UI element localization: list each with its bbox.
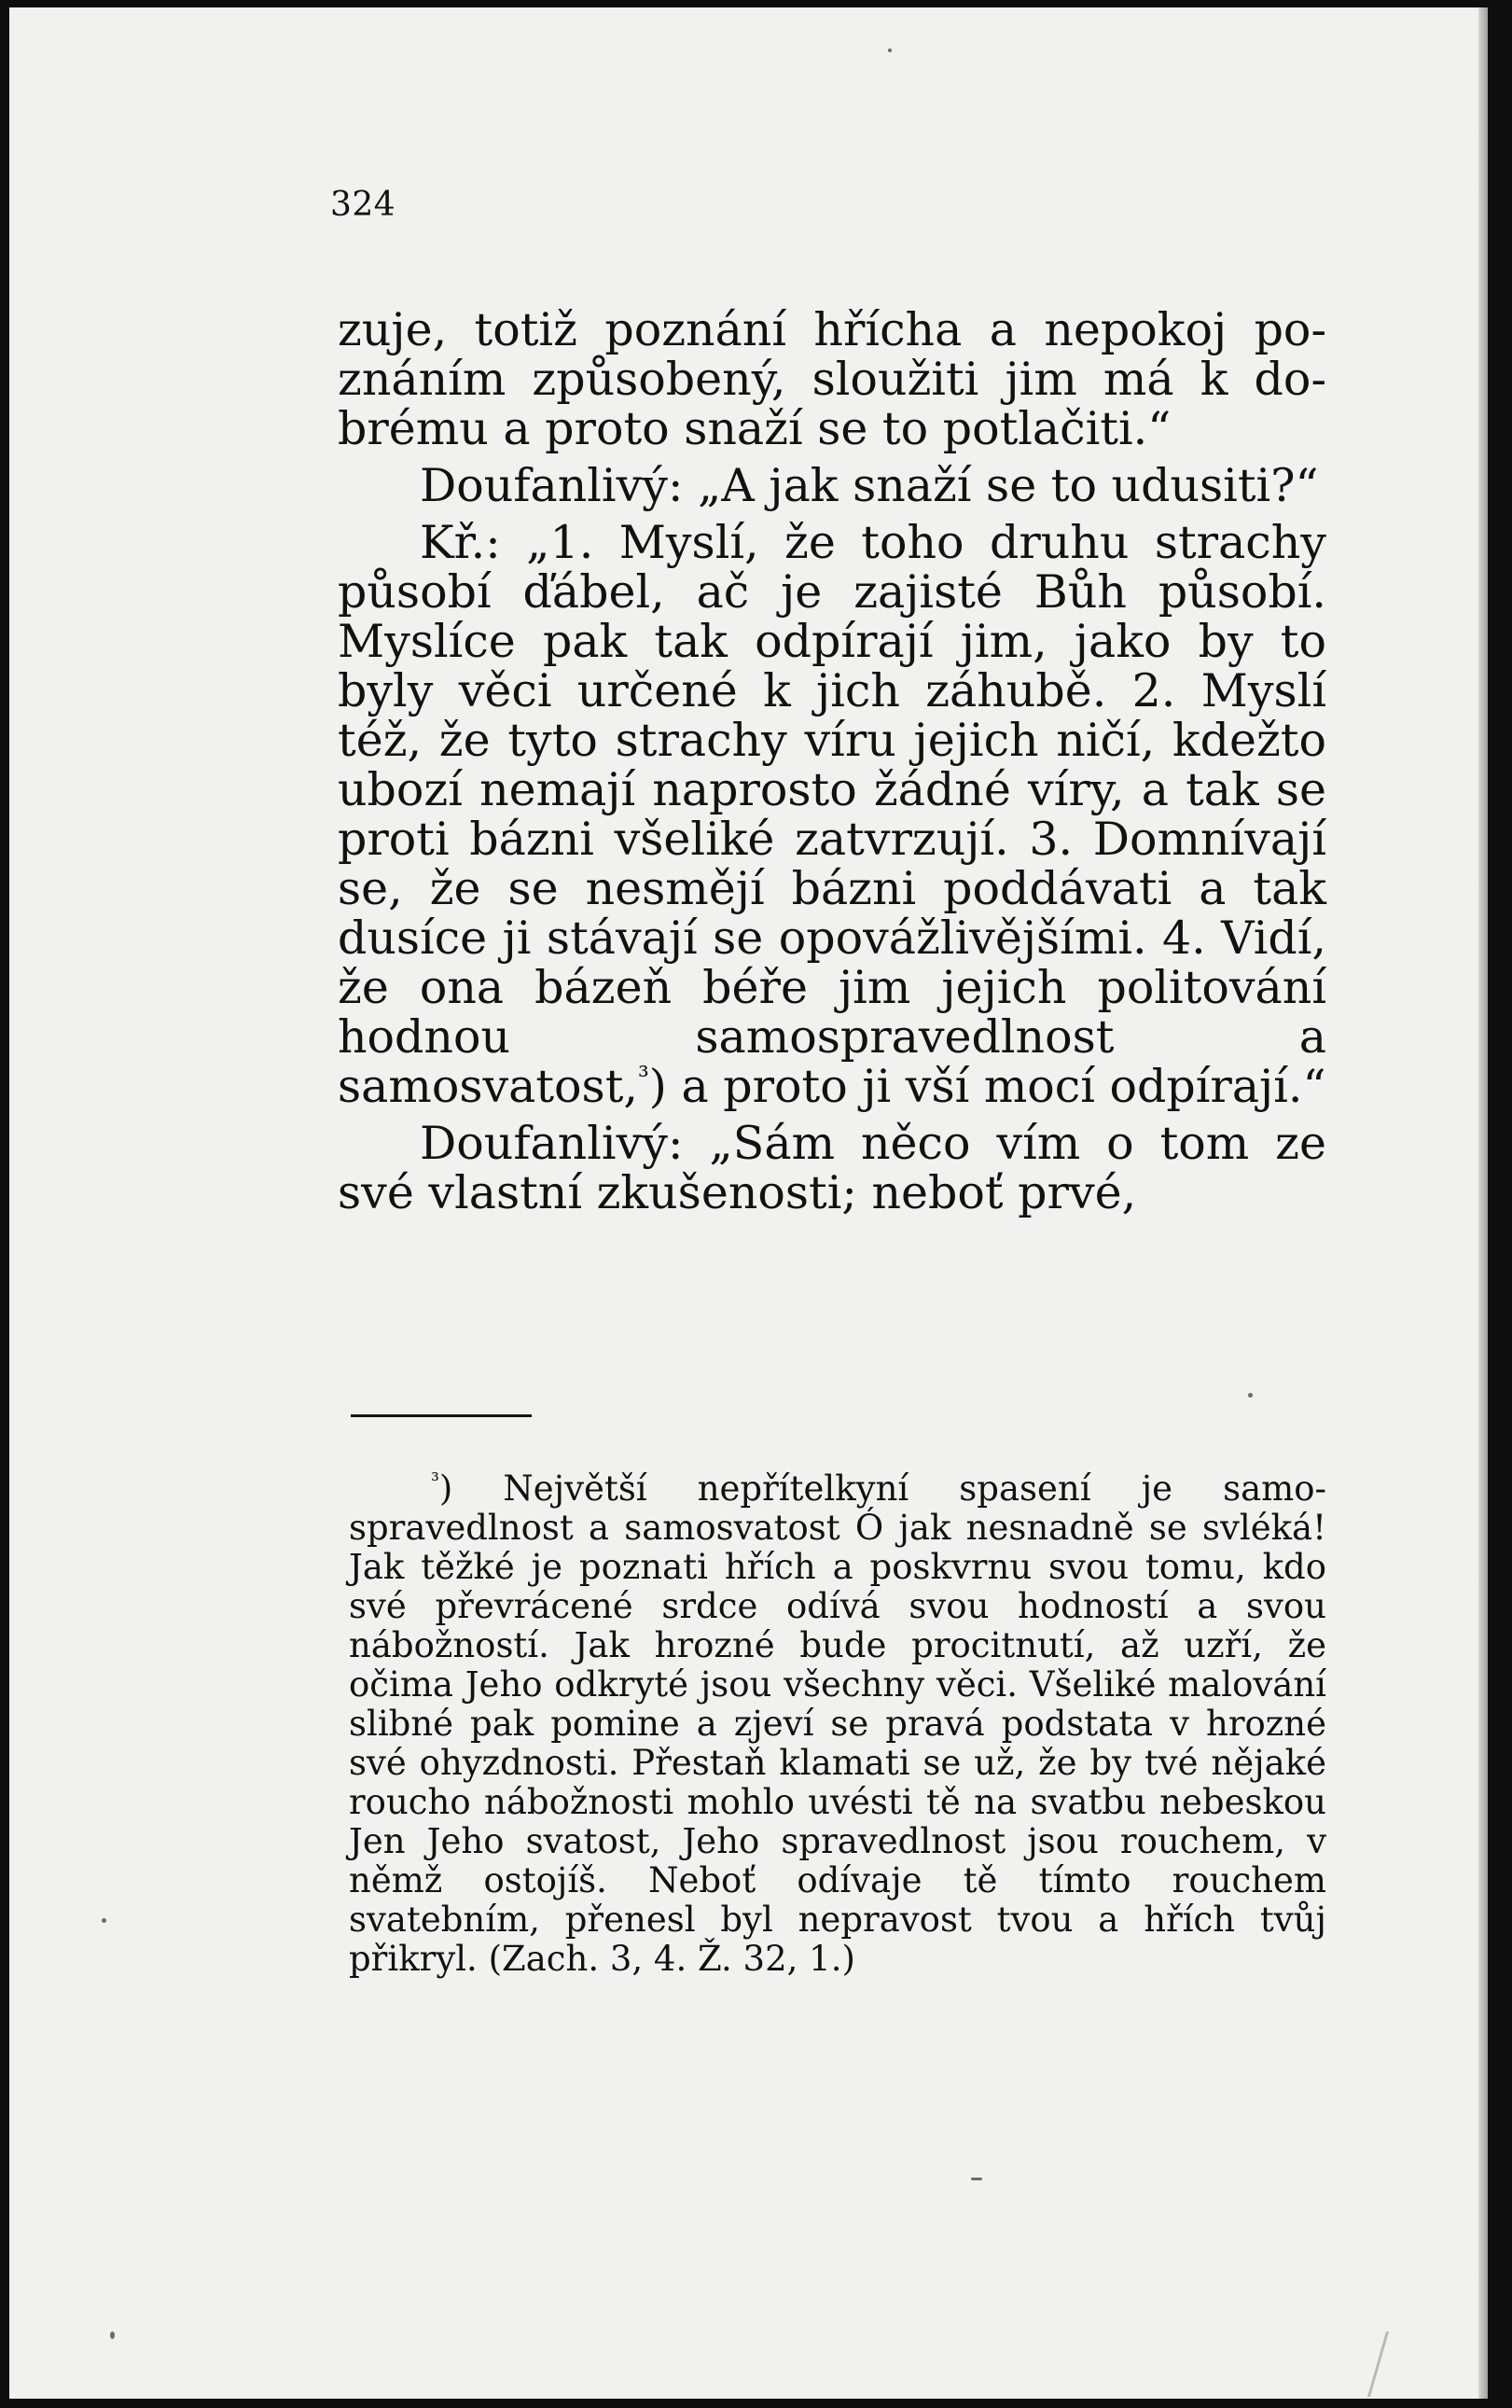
paragraph-1: zuje, totiž poznání hřícha a nepokoj poznáním způsobený, sloužiti jim má k dobrému a proto snaží se to potlačiti.“ xyxy=(338,303,1326,455)
main-text xyxy=(338,305,1326,1218)
book-page xyxy=(9,7,1488,2399)
print-speck xyxy=(971,2178,982,2180)
paragraph-2: Doufanlivý: „A jak snaží se to udusiti?“ xyxy=(420,459,1319,512)
paragraph-3-text-b: ) a proto ji vší mocí odpírají.“ xyxy=(648,1060,1326,1113)
print-speck xyxy=(102,1918,106,1923)
print-speck xyxy=(110,2331,115,2339)
print-speck xyxy=(1248,1393,1253,1398)
paragraph-4: Doufanlivý: „Sám něco vím o tom ze své vlastní zkušenosti; neboť prvé, xyxy=(338,1117,1326,1219)
footnote-block xyxy=(349,1469,1326,1979)
footnote-marker: ³ xyxy=(431,1468,439,1494)
footnote-reference-3: ³ xyxy=(637,1060,649,1093)
paragraph-3 xyxy=(338,518,1326,1111)
page-mark xyxy=(1326,2331,1389,2397)
page-number: 324 xyxy=(330,186,396,224)
paragraph-3-text-a: Kř.: „1. Myslí, že toho druhu strachy působí ďábel, ač je zajisté Bůh působí. Myslíce pak tak odpírají jim, jako by to byly věci určené k jich záhubě. 2. Myslí též, že tyto strachy víru jejich ničí, kdežto ubozí nemají naprosto žádné víry, a tak se proti bázni všeliké zatvrzují. 3. Domnívají se, že se nesmějí bázni poddávati a tak dusíce ji stávají se opovážlivějšími. 4. Vidí, že ona bázeň béře jim jejich politování hodnou samospravedlnost a samosvatost, xyxy=(338,516,1326,1113)
footnote-paragraph xyxy=(349,1469,1326,1979)
footnote-divider xyxy=(351,1414,532,1417)
page-edge-shadow xyxy=(1478,7,1488,2399)
footnote-text: ) Největší nepřítelkyní spasení je samospravedlnost a samosvatost Ó jak nesnadně se svléká! Jak těžké je poznati hřích a poskvrnu svou tomu, kdo své převrácené srdce odívá svou hodností a svou nábožností. Jak hrozné bude procitnutí, až uzří, že očima Jeho odkryté jsou všechny věci. Všeliké malování slibné pak pomine a zjeví se pravá podstata v hrozné své ohyzdnosti. Přestaň klamati se už, že by tvé nějaké roucho nábožnosti mohlo uvésti tě na svatbu nebeskou Jen Jeho svatost, Jeho spravedlnost jsou rouchem, v němž ostojíš. Neboť odívaje tě tímto rouchem svatebním, přenesl byl nepravost tvou a hřích tvůj přikryl. (Zach. 3, 4. Ž. 32, 1.) xyxy=(349,1468,1326,1979)
print-speck xyxy=(888,49,892,52)
